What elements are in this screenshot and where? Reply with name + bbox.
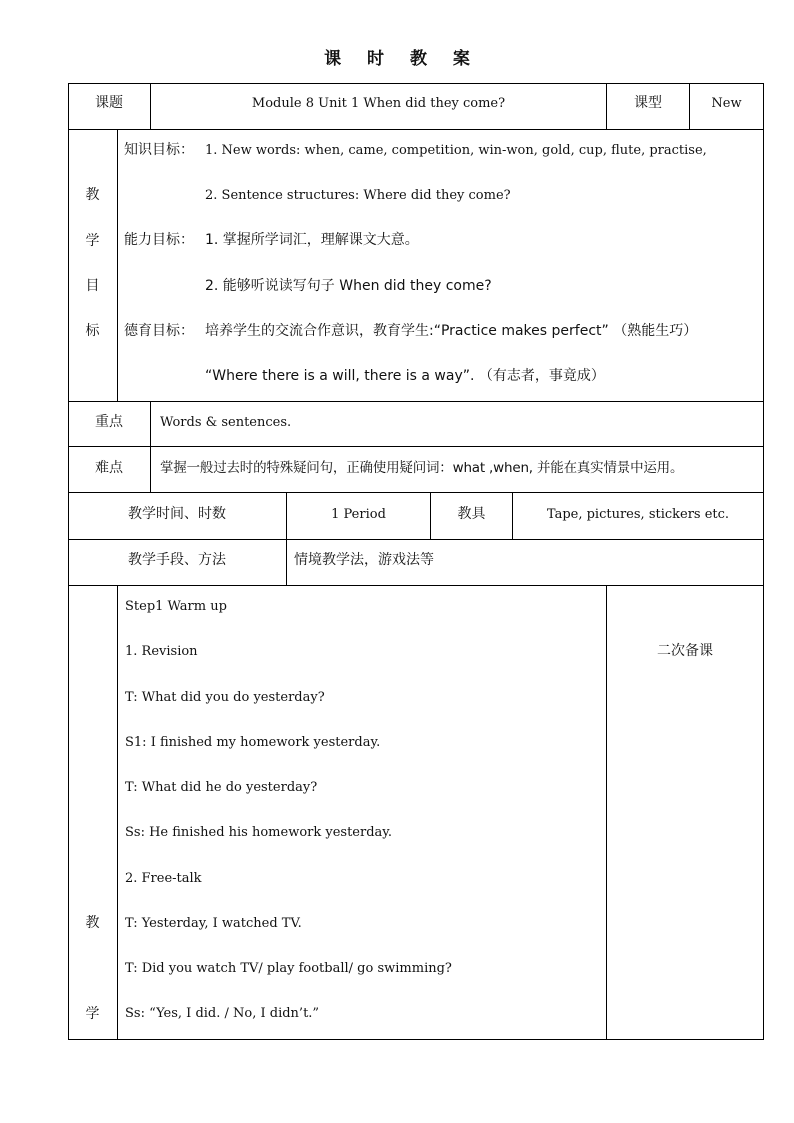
teaching-method-label: 教学手段、方法	[128, 552, 226, 568]
process-line: T: What did he do yesterday?	[125, 780, 318, 795]
ability-label: 能力目标：	[124, 232, 194, 248]
type-label: 课型	[634, 95, 662, 111]
process-line: Ss: “Yes, I did. / No, I didn’t.”	[125, 1006, 320, 1021]
process-line: Step1 Warm up	[125, 599, 227, 614]
topic-value: Module 8 Unit 1 When did they come?	[251, 96, 506, 111]
knowledge-label: 知识目标：	[124, 142, 194, 158]
process-line: S1: I finished my homework yesterday.	[125, 735, 381, 750]
moral-line-2: “Where there is a will, there is a way”. （有志者，事竟成）	[205, 368, 605, 384]
teaching-tools-label: 教具	[457, 506, 486, 522]
difficult-points-value: 掌握一般过去时的特殊疑问句，正确使用疑问词：what ,when, 并能在真实情景中运用。	[160, 460, 684, 476]
moral-label: 德育目标：	[124, 323, 194, 339]
teaching-time-label: 教学时间、时数	[128, 506, 226, 522]
process-line: T: What did you do yesterday?	[125, 690, 325, 705]
key-points-value: Words & sentences.	[160, 415, 292, 430]
process-line: T: Yesterday, I watched TV.	[125, 916, 302, 931]
page-title: 课 时 教 案	[324, 49, 480, 69]
process-side-char: 学	[85, 1006, 100, 1022]
process-line: Ss: He finished his homework yesterday.	[125, 825, 393, 840]
secondary-prep-label: 二次备课	[657, 643, 713, 659]
objectives-side-char: 教	[85, 187, 100, 203]
topic-label: 课题	[95, 95, 123, 111]
type-value: New	[711, 96, 742, 111]
ability-line-1: 1. 掌握所学词汇，理解课文大意。	[205, 232, 419, 248]
moral-line-1: 培养学生的交流合作意识，教育学生:“Practice makes perfect” （熟能生巧）	[205, 323, 698, 339]
process-line: 1. Revision	[125, 644, 198, 659]
objectives-side-char: 标	[85, 323, 100, 339]
objectives-side-char: 目	[85, 278, 100, 294]
process-side-char: 教	[85, 915, 100, 931]
teaching-time-value: 1 Period	[331, 507, 386, 522]
teaching-tools-value: Tape, pictures, stickers etc.	[546, 507, 730, 522]
objectives-side-char: 学	[85, 233, 100, 249]
knowledge-line-2: 2. Sentence structures: Where did they come?	[205, 188, 511, 203]
difficult-points-label: 难点	[95, 460, 123, 476]
process-line: T: Did you watch TV/ play football/ go swimming?	[125, 961, 452, 976]
ability-line-2: 2. 能够听说读写句子 When did they come?	[205, 278, 492, 294]
process-line: 2. Free-talk	[125, 871, 202, 886]
key-points-label: 重点	[95, 414, 123, 430]
teaching-method-value: 情境教学法，游戏法等	[294, 552, 434, 568]
knowledge-line-1: 1. New words: when, came, competition, win-won, gold, cup, flute, practise,	[205, 143, 707, 158]
